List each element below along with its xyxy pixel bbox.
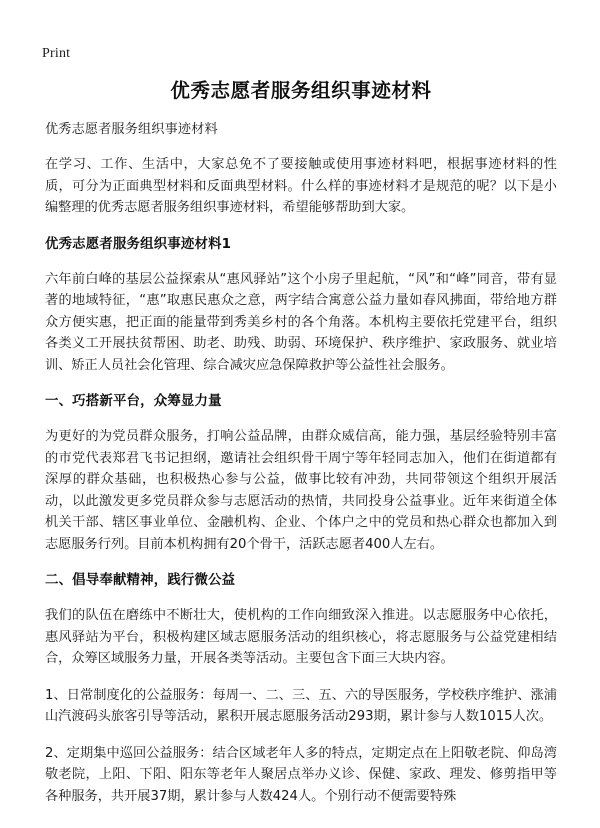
document-subtitle: 优秀志愿者服务组织事迹材料 bbox=[45, 122, 218, 137]
body-paragraph-1: 六年前白峰的基层公益探索从“惠风驿站”这个小房子里起航，“风”和“峰”同音，带有显著的地域特征，“惠”取惠民惠众之意，两字结合寓意公益力量如春风拂面，带给地方群众方便实惠，把正面的能量带到秀美乡村的各个角落。本机构主要依托党建平台，组织各类义工开展扶贫帮困、助老、助残、助弱、环境保护、秩序维护、家政服务、就业培训、矫正人员社会化管理、综合减灾应急保障救护等公益性社会服务。 bbox=[45, 271, 557, 373]
body-paragraph-2: 为更好的为党员群众服务，打响公益品牌，由群众威信高，能力强，基层经验特别丰富的市党代表郑君飞书记担纲，邀请社会组织骨干周宁等年轻同志加入，他们在街道都有深厚的群众基础，也积极热心参与公益，做事比较有冲劲，共同带领这个组织开展活动，以此激发更多党员群众参与志愿活动的热情，共同投身公益事业。近年来街道全体机关干部、辖区事业单位、金融机构、企业、个体户之中的党员和热心群众也都加入到志愿服务行列。目前本机构拥有20个骨干，活跃志愿者400人左右。 bbox=[45, 429, 557, 552]
section-heading-two: 二、倡导奉献精神，践行微公益 bbox=[45, 573, 236, 588]
list-item-2: 2、定期集中巡回公益服务：结合区域老年人多的特点，定期定点在上阳敬老院、仰岛湾敬老院，上阳、下阳、阳东等老年人聚居点举办义诊、保健、家政、理发、修剪指甲等各种服务，共开展37期，累计参与人数424人。个别行动不便需要特殊 bbox=[45, 745, 557, 804]
document-body bbox=[45, 78, 557, 822]
list-item-1: 1、日常制度化的公益服务：每周一、二、三、五、六的导医服务，学校秩序维护、涨浦山汽渡码头旅客引导等活动，累积开展志愿服务活动293期，累计参与人数1015人次。 bbox=[45, 687, 557, 724]
body-paragraph-3: 我们的队伍在磨练中不断壮大，使机构的工作向细致深入推进。以志愿服务中心依托，惠风驿站为平台，积极构建区域志愿服务活动的组织核心，将志愿服务与公益党建相结合，众筹区域服务力量，开展各类等活动。主要包含下面三大块内容。 bbox=[45, 608, 557, 666]
document-title: 优秀志愿者服务组织事迹材料 bbox=[170, 79, 432, 102]
section-heading-one: 一、巧搭新平台，众筹显力量 bbox=[45, 394, 222, 409]
print-link[interactable]: Print bbox=[42, 46, 71, 61]
section-heading-material-1: 优秀志愿者服务组织事迹材料1 bbox=[45, 236, 232, 252]
intro-paragraph: 在学习、工作、生活中，大家总免不了要接触或使用事迹材料吧，根据事迹材料的性质，可分为正面典型材料和反面典型材料。什么样的事迹材料才是规范的呢？以下是小编整理的优秀志愿者服务组织事迹材料，希望能够帮助到大家。 bbox=[45, 157, 557, 215]
